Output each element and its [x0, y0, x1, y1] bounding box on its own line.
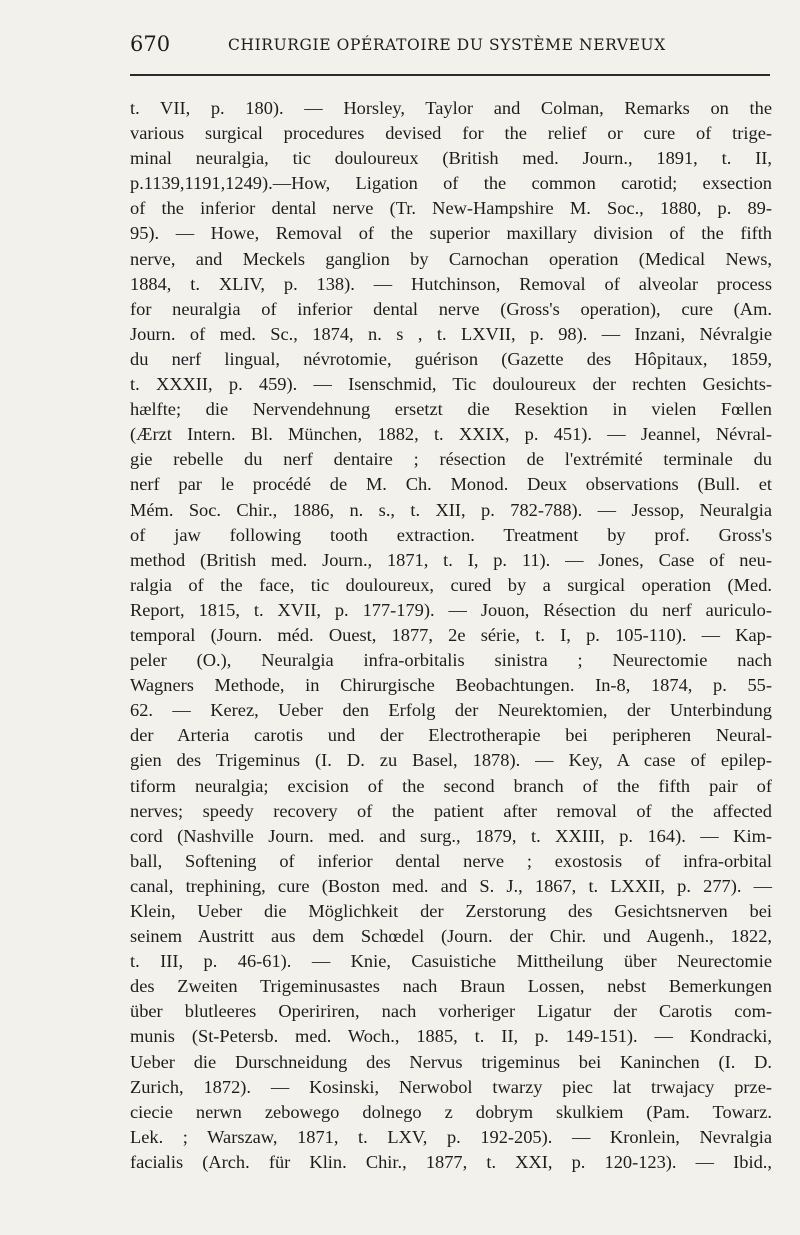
text-line: peler (O.), Neuralgia infra-orbitalis sinistra ; Neurectomie nach — [130, 650, 772, 671]
text-line: nerves; speedy recovery of the patient after removal of the affected — [130, 800, 772, 821]
text-line: t. III, p. 46-61). — Knie, Casuistiche Mittheilung über Neurectomie — [130, 951, 772, 972]
text-line: Klein, Ueber die Möglichkeit der Zerstorung des Gesichtsnerven bei — [130, 901, 772, 921]
text-line: of the inferior dental nerve (Tr. New-Hampshire M. Soc., 1880, p. 89- — [130, 198, 772, 219]
text-line: of jaw following tooth extraction. Treatment by prof. Gross's — [130, 524, 772, 545]
text-line: 62. — Kerez, Ueber den Erfolg der Neurektomien, der Unterbindung — [130, 700, 772, 721]
page-header — [130, 32, 770, 64]
text-line: nerf par le procédé de M. Ch. Monod. Deux observations (Bull. et — [130, 474, 772, 495]
text-line: Wagners Methode, in Chirurgische Beobachtungen. In-8, 1874, p. 55- — [130, 675, 772, 696]
text-line: cord (Nashville Journ. med. and surg., 1879, t. XXIII, p. 164). — Kim- — [130, 825, 772, 846]
running-title: CHIRURGIE OPÉRATOIRE DU SYSTÈME NERVEUX — [228, 36, 666, 54]
page-number: 670 — [130, 32, 171, 56]
text-line: 1884, t. XLIV, p. 138). — Hutchinson, Removal of alveolar process — [130, 273, 772, 294]
text-line: t. VII, p. 180). — Horsley, Taylor and Colman, Remarks on the — [130, 98, 772, 118]
text-line: nerve, and Meckels ganglion by Carnochan operation (Medical News, — [130, 248, 772, 269]
text-line: Lek. ; Warszaw, 1871, t. LXV, p. 192-205). — Kronlein, Nevralgia — [130, 1126, 772, 1147]
text-line: Zurich, 1872). — Kosinski, Nerwobol twarzy piec lat trwajacy prze- — [130, 1076, 772, 1097]
text-line: method (British med. Journ., 1871, t. I, p. 11). — Jones, Case of neu- — [130, 549, 772, 570]
text-line: des Zweiten Trigeminusastes nach Braun Lossen, nebst Bemerkungen — [130, 976, 772, 997]
text-line: canal, trephining, cure (Boston med. and S. J., 1867, t. LXXII, p. 277). — — [130, 875, 772, 896]
text-line: ciecie nerwn zebowego dolnego z dobrym skulkiem (Pam. Towarz. — [130, 1101, 772, 1122]
text-line: (Ærzt Intern. Bl. München, 1882, t. XXIX, p. 451). — Jeannel, Névral- — [130, 424, 772, 445]
text-line: temporal (Journ. méd. Ouest, 1877, 2e série, t. I, p. 105-110). — Kap- — [130, 624, 772, 645]
text-line: for neuralgia of inferior dental nerve (Gross's operation), cure (Am. — [130, 298, 772, 319]
text-line: 95). — Howe, Removal of the superior maxillary division of the fifth — [130, 223, 772, 244]
text-line: Ueber die Durschneidung des Nervus trigeminus bei Kaninchen (I. D. — [130, 1051, 772, 1072]
text-line: t. XXXII, p. 459). — Isenschmid, Tic douloureux der rechten Gesichts- — [130, 374, 772, 395]
text-line: seinem Austritt aus dem Schœdel (Journ. der Chir. und Augenh., 1822, — [130, 926, 772, 947]
text-line: hælfte; die Nervendehnung ersetzt die Resektion in vielen Fœllen — [130, 399, 772, 420]
bibliography-text — [130, 96, 772, 1175]
text-line: der Arteria carotis und der Electrotherapie bei peripheren Neural- — [130, 725, 772, 746]
text-line: munis (St-Petersb. med. Woch., 1885, t. II, p. 149-151). — Kondracki, — [130, 1026, 772, 1047]
text-line: ralgia of the face, tic douloureux, cured by a surgical operation (Med. — [130, 574, 772, 595]
header-rule — [130, 74, 770, 76]
text-line: ball, Softening of inferior dental nerve ; exostosis of infra-orbital — [130, 850, 772, 871]
text-line: du nerf lingual, névrotomie, guérison (Gazette des Hôpitaux, 1859, — [130, 348, 772, 369]
text-line: minal neuralgia, tic douloureux (British med. Journ., 1891, t. II, — [130, 148, 772, 169]
text-line: gien des Trigeminus (I. D. zu Basel, 1878). — Key, A case of epilep- — [130, 750, 772, 771]
text-line: Journ. of med. Sc., 1874, n. s , t. LXVII, p. 98). — Inzani, Névralgie — [130, 323, 772, 344]
text-line: Report, 1815, t. XVII, p. 177-179). — Jouon, Résection du nerf auriculo- — [130, 599, 772, 620]
text-line: various surgical procedures devised for the relief or cure of trige- — [130, 123, 772, 144]
text-line: Mém. Soc. Chir., 1886, n. s., t. XII, p. 782-788). — Jessop, Neuralgia — [130, 499, 772, 520]
text-line: p.1139,1191,1249).—How, Ligation of the common carotid; exsection — [130, 173, 772, 194]
text-line: tiform neuralgia; excision of the second branch of the fifth pair of — [130, 775, 772, 796]
text-line: gie rebelle du nerf dentaire ; résection de l'extrémité terminale du — [130, 449, 772, 470]
text-line: über blutleeres Opeririren, nach vorheriger Ligatur der Carotis com- — [130, 1001, 772, 1022]
text-line: facialis (Arch. für Klin. Chir., 1877, t. XXI, p. 120-123). — Ibid., — [130, 1151, 772, 1172]
